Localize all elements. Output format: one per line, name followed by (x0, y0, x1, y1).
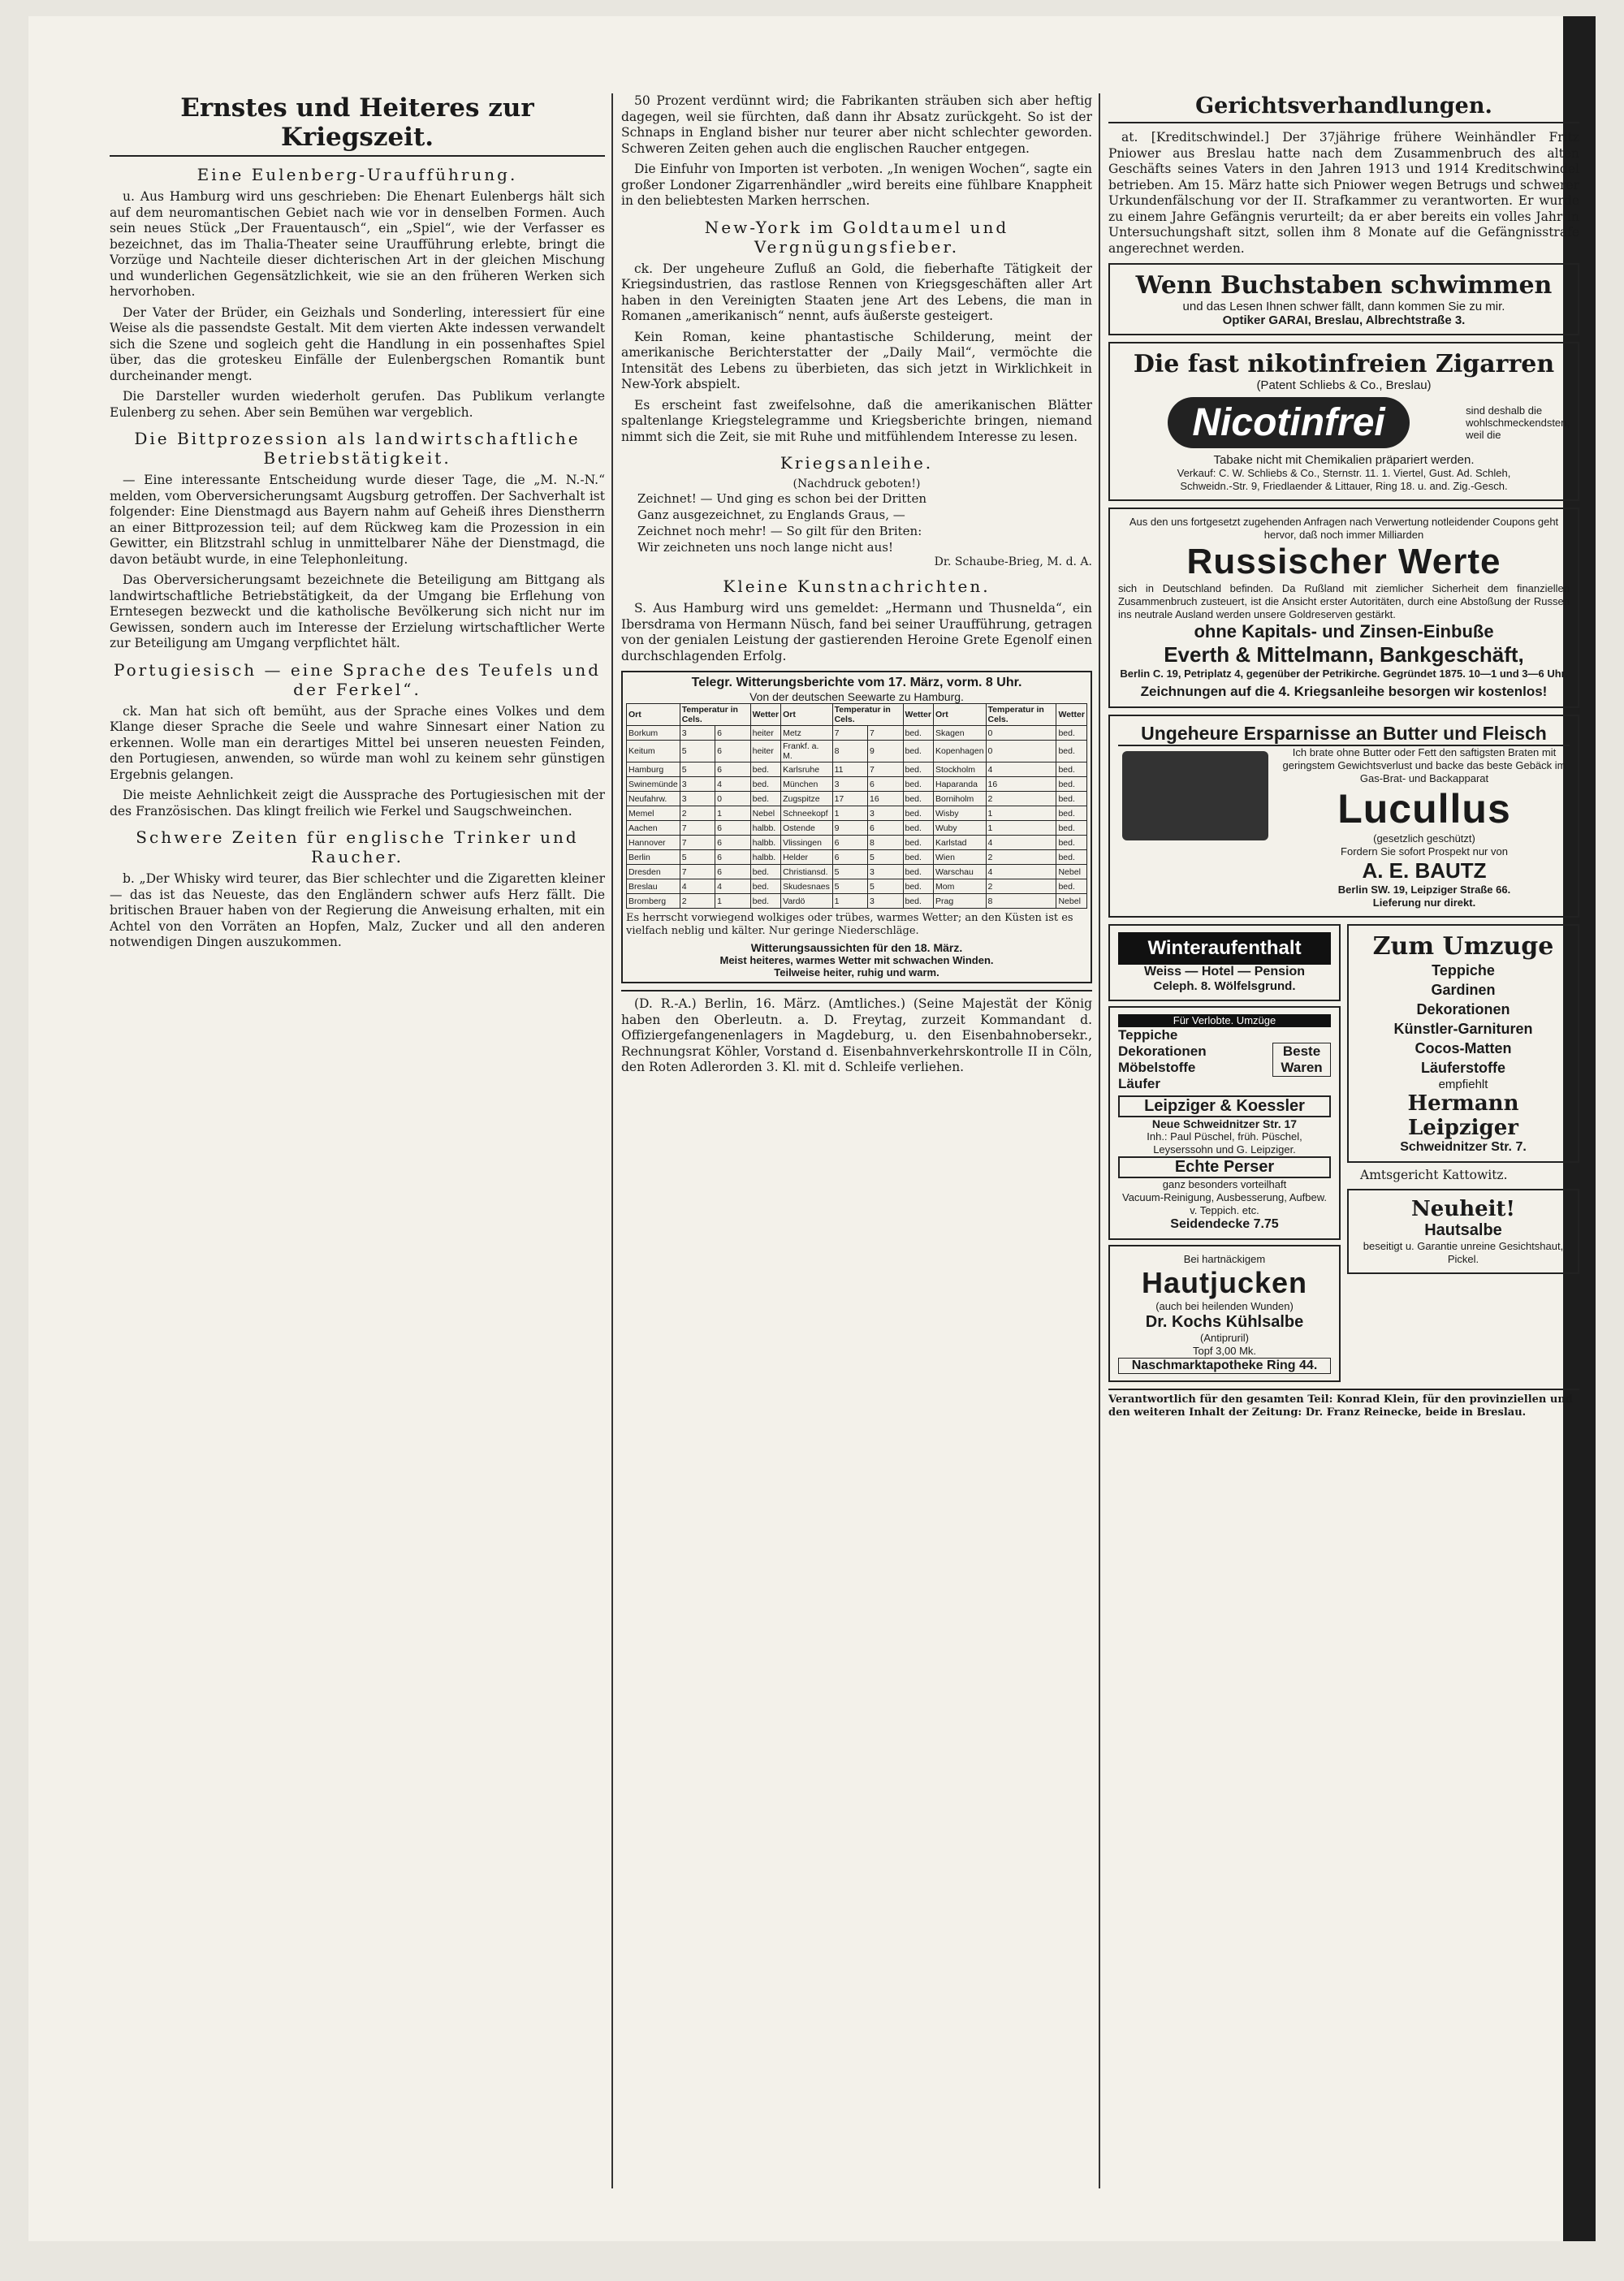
weather-cell: 16 (868, 792, 903, 806)
ad-price: 7.75 (1253, 1217, 1279, 1231)
weather-subtitle: Von der deutschen Seewarte zu Hamburg. (749, 690, 964, 703)
weather-header-cell: Temperatur in Cels. (832, 704, 903, 726)
ad-highlight: ohne Kapitals- und Zinsen-Einbuße (1194, 621, 1494, 642)
weather-cell: 6 (832, 850, 867, 865)
weather-cell: 4 (986, 762, 1056, 777)
ad-item: Läufer (1118, 1076, 1160, 1091)
poem (621, 490, 1092, 555)
weather-cell: Hamburg (627, 762, 680, 777)
weather-cell: 6 (715, 836, 750, 850)
weather-cell: Breslau (627, 879, 680, 894)
weather-cell: Warschau (933, 865, 986, 879)
ad-recommends: empfiehlt (1438, 1078, 1488, 1091)
ad-price: Topf 3,00 Mk. (1192, 1345, 1257, 1357)
weather-cell: Christiansd. (781, 865, 833, 879)
ad-subline: (auch bei heilenden Wunden) (1155, 1300, 1294, 1312)
poem-line: Zeichnet! — Und ging es schon bei der Dritten (637, 491, 927, 506)
ad-headline: Die fast nikotinfreien Zigarren (1133, 350, 1555, 378)
weather-cell: bed. (750, 777, 780, 792)
article-title: Die Bittprozession als landwirtschaftliche Betriebstätigkeit. (134, 429, 581, 468)
weather-cell: 5 (680, 762, 715, 777)
weather-cell: Memel (627, 806, 680, 821)
weather-cell: Frankf. a. M. (781, 741, 833, 762)
weather-cell: Schneekopf (781, 806, 833, 821)
ad-subline: (Patent Schliebs & Co., Breslau) (1256, 378, 1432, 392)
weather-cell: 8 (832, 741, 867, 762)
weather-cell: 5 (832, 879, 867, 894)
ad-shop: Naschmarktapotheke Ring 44. (1118, 1358, 1331, 1374)
ad-item: Dekorationen (1416, 1001, 1510, 1017)
weather-cell: 16 (986, 777, 1056, 792)
weather-cell: Keitum (627, 741, 680, 762)
ad-headline: Ungeheure Ersparnisse an Butter und Fleisch (1118, 723, 1570, 746)
weather-cell: bed. (903, 865, 933, 879)
ad-hautsalbe (1347, 1189, 1579, 1274)
weather-cell: 0 (986, 726, 1056, 741)
ad-text: sich in Deutschland befinden. Da Rußland mit ziemlicher Sicherheit dem finanziellen Zusammenbruch zusteuert, ist die Ansicht erster Autoritäten, durch eine Abstoßung der Russen ins neutrale Ausland werden unsere Goldreserven gestärkt. (1118, 582, 1570, 620)
ad-item: Möbelstoffe (1118, 1060, 1196, 1075)
ad-address: Schweidnitzer Str. 7. (1400, 1140, 1527, 1154)
poem-line: Wir zeichneten uns noch lange nicht aus! (637, 540, 893, 555)
weather-body (627, 726, 1087, 909)
weather-cell: 3 (868, 894, 903, 909)
weather-cell: Nebel (1056, 865, 1087, 879)
ad-hautjucken (1108, 1245, 1341, 1382)
weather-cell: 2 (680, 894, 715, 909)
article-paragraph: 50 Prozent verdünnt wird; die Fabrikanten sträuben sich aber heftig dagegen, weil sie fürchten, daß dann ihr Absatz zurückgeht. So ist der Schnaps in England bisher nur teurer aber nicht schlechter geworden. Schweren Zeiten gehen auch die englischen Raucher entgegen. (621, 93, 1092, 156)
weather-cell: 6 (832, 836, 867, 850)
poem-line: Zeichnet noch mehr! — So gilt für den Briten: (637, 524, 922, 538)
weather-cell: bed. (903, 821, 933, 836)
weather-cell: 4 (986, 836, 1056, 850)
weather-cell: 6 (868, 821, 903, 836)
weather-cell: Berlin (627, 850, 680, 865)
weather-cell: Dresden (627, 865, 680, 879)
weather-cell: Wisby (933, 806, 986, 821)
ad-silk: Seidendecke (1170, 1217, 1250, 1231)
weather-cell: 0 (715, 792, 750, 806)
weather-cell: Stockholm (933, 762, 986, 777)
ad-line: Verkauf: C. W. Schliebs & Co., Sternstr. 11. 1. Viertel, Gust. Ad. Schleh, (1177, 467, 1511, 479)
weather-cell: Vlissingen (781, 836, 833, 850)
weather-cell: 3 (868, 806, 903, 821)
weather-cell: Neufahrw. (627, 792, 680, 806)
article-title: Kleine Kunstnachrichten. (723, 577, 991, 596)
weather-header-cell: Ort (933, 704, 986, 726)
weather-title: Telegr. Witterungsberichte vom 17. März, vorm. 8 Uhr. (691, 676, 1022, 689)
ad-item: Gardinen (1431, 982, 1496, 998)
column-rule (611, 93, 613, 2188)
poem-author: Dr. Schaube-Brieg, M. d. A. (934, 555, 1092, 568)
article-paragraph: Das Oberversicherungsamt bezeichnete die Beteiligung am Bittgang als landwirtschaftliche Betriebstätigkeit, da der Umgang bie Erflehung von Erntesegen bezweckt und die katholische Bevölkerung sich nicht nur im Gewissen, sondern auch im Interesse der Erzielung wirtschaftlicher Werte zur Beteiligung am Umgang verpflichtet hält. (110, 572, 605, 650)
ad-delivery: Lieferung nur direkt. (1372, 896, 1476, 909)
weather-header-cell: Wetter (903, 704, 933, 726)
ad-headline: Wenn Buchstaben schwimmen (1135, 271, 1553, 300)
official-news: (D. R.-A.) Berlin, 16. März. (Amtliches.) (Seine Majestät der König haben den Oberleutn. a. D. Freytag, zurzeit Kommandant d. Offiziergefangenenlagers in Magdeburg, u. den Eisenbahnobersekr., Rechnungsrat Köhler, Vorstand d. Eisenbahnverkehrskontrolle II in Cöln, den Roten Adlerorden 3. Kl. mit d. Schleife verliehen. (621, 990, 1092, 1076)
weather-row (627, 792, 1087, 806)
weather-cell: 6 (715, 821, 750, 836)
weather-header-row (627, 704, 1087, 726)
weather-cell: 1 (832, 806, 867, 821)
weather-cell: bed. (1056, 821, 1087, 836)
weather-cell: 1 (715, 894, 750, 909)
ad-request: Fordern Sie sofort Prospekt nur von (1341, 845, 1508, 858)
ad-perser: Echte Perser (1118, 1156, 1331, 1178)
weather-cell: bed. (903, 836, 933, 850)
weather-row (627, 879, 1087, 894)
weather-cell: bed. (1056, 777, 1087, 792)
column-left (110, 93, 605, 2205)
weather-cell: 0 (986, 741, 1056, 762)
article-paragraph: Die meiste Aehnlichkeit zeigt die Aussprache des Portugiesischen mit der des Französischen. Das klingt freilich wie Ferkel und Saugschweinchen. (110, 788, 605, 819)
weather-row (627, 741, 1087, 762)
weather-cell: Bromberg (627, 894, 680, 909)
ad-vacuum: Vacuum-Reinigung, Ausbesserung, Aufbew. v. Teppich. etc. (1122, 1191, 1327, 1216)
weather-cell: Nebel (750, 806, 780, 821)
weather-row (627, 865, 1087, 879)
nicotinfrei-logo: Nicotinfrei (1168, 397, 1409, 448)
weather-cell: halbb. (750, 850, 780, 865)
ad-company: A. E. BAUTZ (1362, 858, 1487, 883)
ad-lucullus (1108, 715, 1579, 918)
ad-intro: Bei hartnäckigem (1183, 1253, 1266, 1265)
weather-cell: 6 (715, 762, 750, 777)
forecast-text: Meist heiteres, warmes Wetter mit schwachen Winden. (719, 954, 994, 966)
weather-cell: 5 (868, 850, 903, 865)
weather-cell: Hannover (627, 836, 680, 850)
ad-winter-stay (1108, 924, 1341, 1001)
weather-cell: bed. (903, 806, 933, 821)
ad-headline: Neuheit! (1411, 1196, 1515, 1221)
weather-cell: Mom (933, 879, 986, 894)
ad-phone: Celeph. 8. Wölfelsgrund. (1153, 979, 1296, 993)
weather-cell: Zugspitze (781, 792, 833, 806)
weather-cell: Swinemünde (627, 777, 680, 792)
ad-address: Berlin C. 19, Petriplatz 4, gegenüber der Petrikirche. Gegründet 1875. 10—1 und 3—6 Uhr. (1120, 667, 1568, 680)
weather-cell: bed. (1056, 836, 1087, 850)
article-paragraph: — Eine interessante Entscheidung wurde dieser Tage, die „M. N.-N.“ melden, vom Oberversicherungsamt Augsburg getroffen. Der Sachverhalt ist folgender: Eine Dienstmagd aus Bayern nahm auf Geheiß ihres Dienstherrn an einer Bittprozession teil; auf dem Rückweg kam die Prozession in ein Gewitter, ein Blitzstrahl schlug in unmittelbarer Nähe der Dienstmagd, die davon betäubt wurde, in eine Telephonleitung. (110, 473, 605, 567)
weather-cell: 4 (715, 777, 750, 792)
column-middle (621, 93, 1092, 2205)
ad-headline: Zum Umzuge (1372, 932, 1554, 961)
ad-item: Teppiche (1432, 962, 1495, 978)
weather-cell: 9 (832, 821, 867, 836)
ad-headline: Winteraufenthalt (1118, 932, 1331, 965)
weather-row (627, 836, 1087, 850)
weather-header-cell: Temperatur in Cels. (680, 704, 750, 726)
weather-cell: Wuby (933, 821, 986, 836)
article-paragraph: b. „Der Whisky wird teurer, das Bier schlechter und die Zigaretten kleiner — das ist das Neueste, das den Engländern schwer aufs Herz fällt. Die britischen Brauer haben von der Regierung die Anweisung erhalten, mit ein Achtel von den Vorräten an Hopfen, Malz, Zucker und all den anderen notwendigen Dingen auszukommen. (110, 871, 605, 949)
weather-cell: 8 (986, 894, 1056, 909)
ad-product-sub: (Antipruril) (1200, 1332, 1249, 1344)
weather-cell: bed. (1056, 762, 1087, 777)
article-paragraph: Es erscheint fast zweifelsohne, daß die amerikanischen Blätter spaltenlange Kriegstelegramme und Kriegsberichte bringen, niemand nimmt sich die Zeit, sie mit Ruhe und mitfühlendem Interesse zu lesen. (621, 397, 1092, 444)
weather-cell: bed. (750, 894, 780, 909)
weather-cell: halbb. (750, 821, 780, 836)
weather-cell: 2 (986, 792, 1056, 806)
weather-cell: Aachen (627, 821, 680, 836)
weather-cell: bed. (750, 865, 780, 879)
article-paragraph: ck. Man hat sich oft bemüht, aus der Sprache eines Volkes und dem Klange dieser Sprache die Seele und wahre Sinnesart einer Nation zu erkennen. Wolle man ein derartiges Mittel bei unseren neuesten Feinden, den Portugiesen, anwenden, so würde man wohl zu keinem sehr günstigen Ergebnis gelangen. (110, 703, 605, 782)
weather-cell: bed. (903, 850, 933, 865)
weather-cell: Borniholm (933, 792, 986, 806)
weather-cell: Skudesnaes (781, 879, 833, 894)
weather-header-cell: Ort (627, 704, 680, 726)
weather-header-cell: Wetter (1056, 704, 1087, 726)
poem-line: Ganz ausgezeichnet, zu Englands Graus, — (637, 508, 905, 522)
weather-cell: 11 (832, 762, 867, 777)
ad-intro: Aus den uns fortgesetzt zugehenden Anfragen nach Verwertung notleidender Coupons geht hervor, daß noch immer Milliarden (1129, 516, 1559, 541)
weather-cell: Borkum (627, 726, 680, 741)
weather-cell: 3 (680, 777, 715, 792)
weather-header-cell: Temperatur in Cels. (986, 704, 1056, 726)
lucullus-logo: Lucullus (1337, 786, 1511, 832)
ad-leipziger-koessler (1108, 1006, 1341, 1240)
weather-cell: bed. (903, 879, 933, 894)
weather-cell: bed. (903, 792, 933, 806)
weather-cell: Vardö (781, 894, 833, 909)
weather-cell: 6 (868, 777, 903, 792)
newspaper-page (28, 16, 1596, 2241)
ad-bank-name: Everth & Mittelmann, Bankgeschäft, (1164, 642, 1524, 667)
weather-cell: heiter (750, 726, 780, 741)
poem-note: (Nachdruck geboten!) (793, 477, 921, 490)
weather-row (627, 894, 1087, 909)
ad-address: Berlin SW. 19, Leipziger Straße 66. (1337, 883, 1511, 896)
article-paragraph: u. Aus Hamburg wird uns geschrieben: Die Ehenart Eulenbergs hält sich auf dem neuromantischen Gebiet nach wie vor in denselben Formen. Auch sein neues Stück „Der Frauentausch“, ein „Spiel“, wie der Verfasser es bezeichnet, das im Thalia-Theater seine Uraufführung erlebte, bringt die Vorzüge und Nachteile dieser dichterischen Art in der gleichen Mischung und wunderlichen Gegensätzlichkeit, wie sie an den früheren Werken sich hervorhoben. (110, 189, 605, 299)
weather-cell: 5 (680, 741, 715, 762)
ad-line: Weiss — Hotel — Pension (1144, 965, 1305, 978)
weather-cell: München (781, 777, 833, 792)
article-title: New-York im Goldtaumel und Vergnügungsfieber. (704, 217, 1009, 257)
ad-line: Schweidn.-Str. 9, Friedlaender & Littauer, Ring 18. u. and. Zig.-Gesch. (1180, 480, 1508, 492)
ad-zum-umzuge (1347, 924, 1579, 1163)
weather-table (626, 703, 1087, 909)
weather-row (627, 821, 1087, 836)
weather-cell: halbb. (750, 836, 780, 850)
weather-cell: 8 (868, 836, 903, 850)
weather-cell: 5 (868, 879, 903, 894)
forecast-title: Witterungsaussichten für den 18. März. (750, 941, 963, 954)
weather-row (627, 726, 1087, 741)
weather-cell: bed. (1056, 879, 1087, 894)
weather-cell: bed. (750, 762, 780, 777)
ad-address: Neue Schweidnitzer Str. 17 (1151, 1117, 1298, 1130)
ad-item: Läuferstoffe (1420, 1060, 1505, 1076)
weather-row (627, 850, 1087, 865)
weather-cell: bed. (1056, 792, 1087, 806)
court-report: at. [Kreditschwindel.] Der 37jährige frühere Weinhändler Fritz Pniower aus Breslau hatte nach dem Zusammenbruch des alten Geschäfts seines Vaters in den Jahren 1913 und 1914 Kreditschwindel betrieben. Am 15. März hatte sich Pniower wegen Betrugs und schwerer Urkundenfälschung vor der II. Strafkammer zu verantworten. Er wurde zu einem Jahre Gefängnis verurteilt; da er aber bereits ein volles Jahr in Untersuchungshaft sitzt, sollen ihm 8 Monate auf die Gefängnisstrafe angerechnet werden. (1108, 130, 1579, 256)
weather-cell: Wien (933, 850, 986, 865)
weather-cell: 7 (832, 726, 867, 741)
ad-topline: Für Verlobte. Umzüge (1118, 1014, 1331, 1027)
ad-product: Hautsalbe (1424, 1220, 1502, 1239)
weather-cell: bed. (1056, 850, 1087, 865)
column-right (1108, 93, 1579, 2205)
forecast-schlesien: Teilweise heiter, ruhig und warm. (774, 966, 939, 978)
weather-cell: 5 (680, 850, 715, 865)
weather-cell: heiter (750, 741, 780, 762)
article-paragraph: Kein Roman, keine phantastische Schilderung, meint der amerikanische Berichterstatter der „Daily Mail“, vermöchte die Intensität des Lebens zu überbieten, das sich jetzt in Wirklichkeit in New-York abspielt. (621, 329, 1092, 391)
weather-cell: 6 (715, 850, 750, 865)
weather-cell: 6 (715, 865, 750, 879)
ad-cigars (1108, 342, 1579, 501)
weather-cell: Kopenhagen (933, 741, 986, 762)
weather-cell: 4 (715, 879, 750, 894)
stove-illustration (1122, 751, 1268, 840)
weather-cell: 2 (986, 879, 1056, 894)
weather-cell: 5 (832, 865, 867, 879)
weather-cell: 6 (715, 726, 750, 741)
weather-cell: 7 (680, 865, 715, 879)
imprint: Verantwortlich für den gesamten Teil: Konrad Klein, für den provinziellen und den weiteren Inhalt der Zeitung: Dr. Franz Reinecke, beide in Breslau. (1108, 1389, 1579, 1419)
weather-cell: 1 (715, 806, 750, 821)
column-rule (1099, 93, 1100, 2188)
weather-cell: Nebel (1056, 894, 1087, 909)
ad-line: Tabake nicht mit Chemikalien präpariert werden. (1213, 453, 1475, 467)
ad-owner: Inh.: Paul Püschel, früh. Püschel, Leyserssohn und G. Leipziger. (1147, 1130, 1302, 1156)
weather-cell: 3 (680, 726, 715, 741)
article-paragraph: Der Vater der Brüder, ein Geizhals und Sonderling, interessiert für eine Weise als die passendste Gestalt. Mit dem vierten Akte indessen verwandelt sich die Szene und sogleich geht die Handlung in ein possenhaftes Spiel über, das die groteskeu Einfälle der Eulenbergschen Romantik bunt durcheinander mengt. (110, 305, 605, 383)
weather-cell: 7 (868, 762, 903, 777)
weather-cell: 7 (680, 836, 715, 850)
weather-cell: 1 (832, 894, 867, 909)
weather-cell: 1 (986, 806, 1056, 821)
ad-item: Teppiche (1118, 1027, 1178, 1043)
weather-cell: bed. (750, 792, 780, 806)
ad-company: Leipziger & Koessler (1118, 1095, 1331, 1117)
weather-cell: 3 (680, 792, 715, 806)
weather-header-cell: Wetter (750, 704, 780, 726)
ad-optician (1108, 263, 1579, 335)
article-paragraph: S. Aus Hamburg wird uns gemeldet: „Hermann und Thusnelda“, ein Ibersdrama von Hermann Nüsch, fand bei seiner Uraufführung, getragen von der genialen Leistung der gastierenden Heroine Grete Egenolf einen durchschlagenden Erfolg. (621, 601, 1092, 663)
weather-cell: Prag (933, 894, 986, 909)
ad-headline: Russischer Werte (1186, 542, 1501, 581)
article-paragraph: Die Darsteller wurden wiederholt gerufen. Das Publikum verlangte Eulenberg zu sehen. Aber sein Bemühen war vergeblich. (110, 389, 605, 420)
weather-cell: Karlsruhe (781, 762, 833, 777)
weather-cell: 17 (832, 792, 867, 806)
poem-title: Kriegsanleihe. (780, 453, 934, 473)
weather-cell: 2 (986, 850, 1056, 865)
article-title: Schwere Zeiten für englische Trinker und Raucher. (136, 827, 579, 866)
ad-side-text: sind deshalb die wohlschmeckendsten, weil die (1466, 404, 1570, 441)
article-title: Eine Eulenberg-Uraufführung. (197, 165, 518, 184)
weather-cell: 4 (986, 865, 1056, 879)
weather-cell: 7 (680, 821, 715, 836)
ad-russian-bonds (1108, 508, 1579, 708)
weather-cell: bed. (1056, 741, 1087, 762)
weather-cell: bed. (1056, 806, 1087, 821)
weather-cell: 7 (868, 726, 903, 741)
weather-cell: bed. (903, 762, 933, 777)
section-heading: Ernstes und Heiteres zur Kriegszeit. (110, 93, 605, 157)
weather-cell: Haparanda (933, 777, 986, 792)
ad-text: beseitigt u. Garantie unreine Gesichtshaut, Pickel. (1363, 1239, 1564, 1265)
legal-notice: Amtsgericht Kattowitz. (1360, 1168, 1508, 1182)
weather-cell: 9 (868, 741, 903, 762)
weather-header-cell: Ort (781, 704, 833, 726)
weather-row (627, 762, 1087, 777)
weather-cell: Skagen (933, 726, 986, 741)
weather-cell: Metz (781, 726, 833, 741)
weather-cell: 4 (680, 879, 715, 894)
ad-footer: Zeichnungen auf die 4. Kriegsanleihe besorgen wir kostenlos! (1140, 684, 1548, 699)
weather-cell: 1 (986, 821, 1056, 836)
weather-footnote: Es herrscht vorwiegend wolkiges oder trübes, warmes Wetter; an den Küsten ist es vielfach neblig und kälter. Nur geringe Niederschläge. (626, 912, 1073, 937)
ad-note: (gesetzlich geschützt) (1373, 832, 1475, 845)
ad-product: Dr. Kochs Kühlsalbe (1145, 1313, 1304, 1331)
weather-cell: Karlstad (933, 836, 986, 850)
ad-item: Künstler-Garnituren (1393, 1021, 1533, 1037)
ad-item: Cocos-Matten (1415, 1040, 1512, 1056)
weather-cell: bed. (903, 741, 933, 762)
ad-perser-sub: ganz besonders vorteilhaft (1162, 1178, 1287, 1190)
ad-side: Beste Waren (1272, 1043, 1331, 1077)
article-paragraph: Die Einfuhr von Importen ist verboten. „In wenigen Wochen“, sagte ein großer Londoner Zigarrenhändler „wird bereits eine fühlbare Knappheit in den beliebtesten Marken herrschen. (621, 162, 1092, 208)
weather-report (621, 671, 1092, 983)
weather-cell: bed. (903, 894, 933, 909)
article-title: Portugiesisch — eine Sprache des Teufels und der Ferkel“. (113, 659, 602, 699)
ad-company: Hermann Leipziger (1407, 1091, 1519, 1140)
weather-cell: bed. (903, 726, 933, 741)
ad-signature: Optiker GARAI, Breslau, Albrechtstraße 3. (1222, 313, 1466, 327)
weather-row (627, 777, 1087, 792)
weather-cell: bed. (903, 777, 933, 792)
ad-text: Ich brate ohne Butter oder Fett den saftigsten Braten mit geringstem Gewichtsverlust und backe das beste Gebäck im Gas-Brat- und Backapparat (1282, 746, 1566, 784)
weather-cell: Ostende (781, 821, 833, 836)
ad-headline: Hautjucken (1141, 1266, 1308, 1299)
weather-cell: bed. (750, 879, 780, 894)
weather-cell: bed. (1056, 726, 1087, 741)
ad-line: und das Lesen Ihnen schwer fällt, dann kommen Sie zu mir. (1182, 300, 1505, 313)
weather-cell: 3 (868, 865, 903, 879)
weather-cell: 6 (715, 741, 750, 762)
weather-row (627, 806, 1087, 821)
article-paragraph: ck. Der ungeheure Zufluß an Gold, die fieberhafte Tätigkeit der Kriegsindustrien, das rastlose Rennen von Kriegsgeschäften aller Art haben in den Vereinigten Staaten jene Art des Lebens, die man in Romanen „amerikanisch“ nennt, aufs äußerste gesteigert. (621, 261, 1092, 323)
weather-cell: Helder (781, 850, 833, 865)
weather-cell: 3 (832, 777, 867, 792)
section-heading: Gerichtsverhandlungen. (1108, 93, 1579, 123)
weather-cell: 2 (680, 806, 715, 821)
ad-item: Dekorationen (1118, 1043, 1207, 1059)
